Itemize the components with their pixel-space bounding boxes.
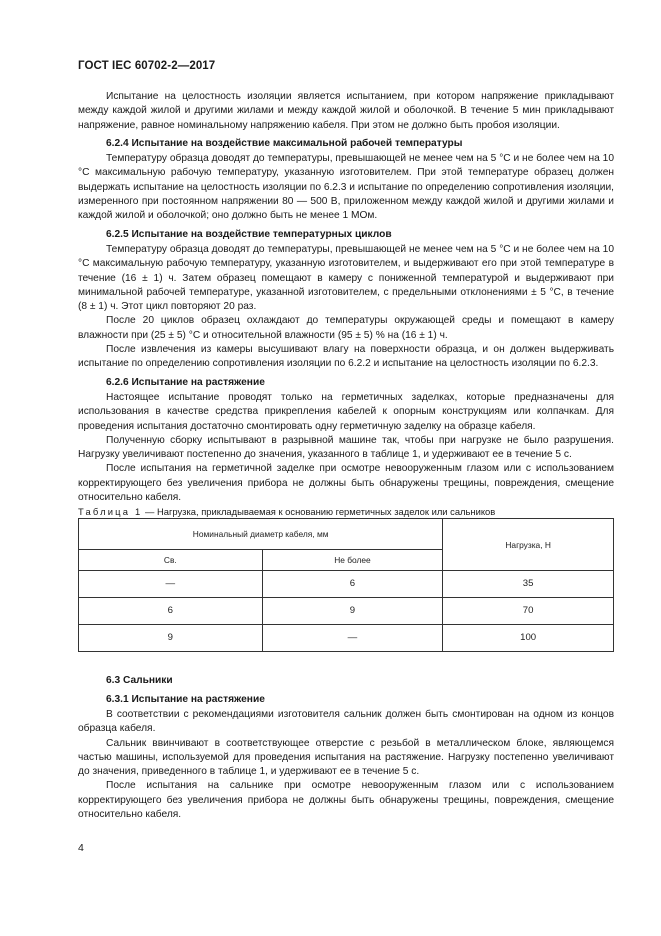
cell-to: 9 [262,598,443,625]
header-load: Нагрузка, Н [443,519,614,571]
cell-from: 6 [79,598,263,625]
cell-load: 100 [443,625,614,652]
paragraph-6-2-5-3: После извлечения из камеры высушивают влагу на поверхности образца, и он должен выдерживать испытание по определению сопротивления изоляции по 6.2.2 и испытание на целостность изоляции по 6.2.3. [78,344,614,370]
table-row [79,598,614,625]
header-diameter: Номинальный диаметр кабеля, мм [79,519,443,550]
paragraph-6-2-6-1: Настоящее испытание проводят только на герметичных заделках, которые предназначены для использования в качестве средства прикрепления кабелей к опорным конструкциям или колпачкам. Для проведения испытания достаточно смонтировать одну герметичную заделку на образце кабеля. [78,391,614,432]
paragraph-intro: Испытание на целостность изоляции является испытанием, при котором напряжение прикладывают между каждой жилой и другими жилами и между каждой жилой и оболочкой. В течение 5 мин прикладывают напряжение, равное номинальному напряжению кабеля. При этом не должно быть пробоя изоляции. [78,91,614,131]
paragraph-6-2-6-3: После испытания на герметичной заделке при осмотре невооруженным глазом или с использованием корректирующего без увеличения прибора не должны быть обнаружены трещины, повреждения, смещение относительно кабеля. [78,463,614,504]
paragraph-6-2-6-2: Полученную сборку испытывают в разрывной машине так, чтобы при нагрузке не было разрушения. Нагрузку увеличивают постепенно до значения, указанного в таблице 1, и удерживают ее в течение 5 с. [78,434,614,461]
header-from: Св. [79,550,263,571]
section-title-6-3: 6.3 Сальники [106,675,173,687]
cell-load: 35 [443,571,614,598]
section-title-6-2-5: 6.2.5 Испытание на воздействие температурных циклов [106,228,392,240]
paragraph-6-3-1-2: Сальник ввинчивают в соответствующее отверстие с резьбой в металлическом блоке, являющемся частью машины, используемой для проведения испытания на растяжение. Нагрузку постепенно увеличивают до значения, приведенного в таблице 1, и удерживают ее в течение 5 с. [78,737,614,778]
header-to: Не более [262,550,443,571]
page-number: 4 [78,842,84,854]
table-caption-label: Таблица 1 [78,506,143,518]
paragraph-6-3-1-1: В соответствии с рекомендациями изготовителя сальник должен быть смонтирован на одном из концов образца кабеля. [78,708,614,735]
section-title-6-2-4: 6.2.4 Испытание на воздействие максимальной рабочей температуры [106,137,463,149]
document-body [78,90,614,822]
section-title-6-3-1: 6.3.1 Испытание на растяжение [106,693,265,705]
load-table [78,518,614,652]
cell-from: — [79,571,263,598]
section-title-6-2-6: 6.2.6 Испытание на растяжение [106,376,265,388]
table-caption [78,505,614,518]
document-code-header: ГОСТ IEC 60702-2—2017 [78,60,216,72]
cell-to: 6 [262,571,443,598]
paragraph-6-2-5-1: Температуру образца доводят до температуры, превышающей не менее чем на 5 °С и не более чем на 10 °С максимальную рабочую температуру, указанную изготовителем, и выдерживают его при этой температуре в течение (16 ± 1) ч. Затем образец помещают в камеру с пониженной температурой и выдерживают при минимальной рабочей температуре, указанной изготовителем, с предельными отклонениями ± 5 °С, в течение (8 ± 1) ч. Этот цикл повторяют 20 раз. [78,243,614,313]
table-row [79,571,614,598]
cell-to: — [262,625,443,652]
paragraph-6-2-4-1: Температуру образца доводят до температуры, превышающей не менее чем на 5 °С и не более чем на 10 °С максимальную рабочую температуру, указанную изготовителем. При этой температуре образец должен выдержать испытание на целостность изоляции по 6.2.3 и испытание по определению сопротивления изоляции, измеренного при постоянном напряжении 80 — 500 В, приложенном между каждой жилой и другими жилами и каждой жилой и оболочкой; оно должно быть не менее 1 МОм. [78,153,614,222]
paragraph-6-3-1-3: После испытания на сальнике при осмотре невооруженным глазом или с использованием корректирующего без увеличения прибора не должны быть обнаружены трещины, повреждения, смещение относительно кабеля. [78,780,614,820]
cell-load: 70 [443,598,614,625]
table-caption-text: — Нагрузка, прикладываемая к основанию герметичных заделок или сальников [142,506,496,518]
table-row [79,625,614,652]
paragraph-6-2-5-2: После 20 циклов образец охлаждают до температуры окружающей среды и помещают в камеру влажности при (25 ± 5) °С и относительной влажности (95 ± 5) % на (16 ± 1) ч. [78,315,614,341]
cell-from: 9 [79,625,263,652]
